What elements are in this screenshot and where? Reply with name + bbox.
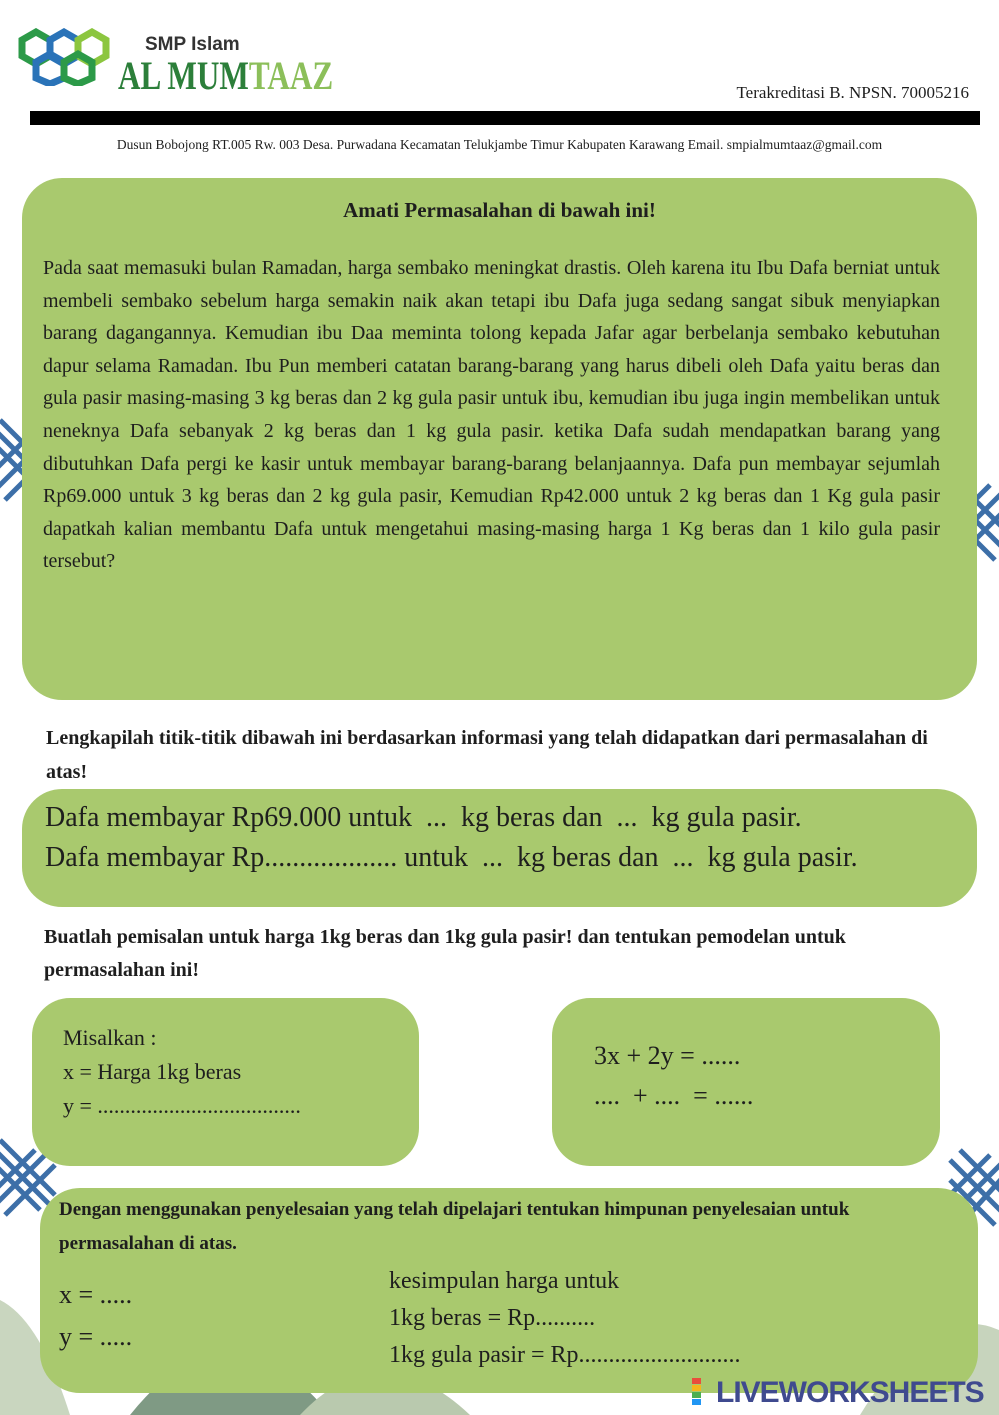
misalkan-label: Misalkan : — [63, 1025, 157, 1050]
school-name — [118, 52, 333, 99]
instruction-fill-blanks: Lengkapilah titik-titik dibawah ini berdasarkan informasi yang telah didapatkan dari permasalahan di atas! — [46, 727, 928, 783]
school-name-part1: AL MUM — [118, 53, 249, 98]
x-definition: x = Harga 1kg beras — [63, 1059, 242, 1084]
y-answer-blank[interactable]: y = ..... — [59, 1322, 133, 1351]
instruction-solution: Dengan menggunakan penyelesaian yang telah dipelajari tentukan himpunan penyelesaian untuk permasalahan di atas. — [59, 1199, 850, 1254]
problem-text: Pada saat memasuki bulan Ramadan, harga sembako meningkat drastis. Oleh karena itu Ibu Dafa berniat untuk membeli sembako sebelum harga semakin naik akan tetapi ibu Dafa juga sedang sangat sibuk menyiapkan barang dagangannya. Kemudian ibu Daa meminta tolong kepada Jafar agar berbelanja sembako kebutuhan dapur selama Ramadan. Ibu Pun memberi catatan barang-barang yang harus dibeli oleh Dafa yaitu beras dan gula pasir masing-masing 3 kg beras dan 2 kg gula pasir untuk ibu, kemudian ibu juga ingin membelikan untuk neneknya Dafa sebanyak 2 kg beras dan 1 kg gula pasir. ketika Dafa sudah mendapatkan barang yang dibutuhkan Dafa pergi ke kasir untuk membayar barang-barang belanjaannya. Dafa pun membayar sejumlah Rp69.000 untuk 3 kg beras dan 2 kg gula pasir, Kemudian Rp42.000 untuk 2 kg beras dan 1 Kg gula pasir dapatkah kalian membantu Dafa untuk mengetahui masing-masing harga 1 Kg beras dan 1 kilo gula pasir tersebut? — [43, 257, 940, 573]
accreditation-text: Terakreditasi B. NPSN. 70005216 — [736, 83, 969, 102]
school-prefix: SMP Islam — [145, 34, 240, 55]
liveworksheets-logo-icon — [692, 1378, 712, 1406]
conclusion-title: kesimpulan harga untuk — [389, 1268, 620, 1294]
variables-definitions — [63, 1021, 301, 1123]
gula-price-blank[interactable]: 1kg gula pasir = Rp........................... — [389, 1342, 741, 1368]
equations — [594, 1036, 753, 1116]
instruction-modeling: Buatlah pemisalan untuk harga 1kg beras dan 1kg gula pasir! dan tentukan pemodelan untuk permasalahan ini! — [44, 926, 846, 981]
x-answer-blank[interactable]: x = ..... — [59, 1280, 133, 1309]
beras-price-blank[interactable]: 1kg beras = Rp.......... — [389, 1305, 596, 1331]
fill-blank-line-2[interactable]: Dafa membayar Rp................... untuk ... kg beras dan ... kg gula pasir. — [45, 842, 858, 873]
school-logo-icon — [18, 28, 110, 86]
liveworksheets-brand: LIVEWORKSHEETS — [716, 1376, 984, 1409]
school-address: Dusun Bobojong RT.005 Rw. 003 Desa. Purwadana Kecamatan Telukjambe Timur Kabupaten Karawang Email. smpialmumtaaz@gmail.com — [116, 137, 883, 152]
problem-title: Amati Permasalahan di bawah ini! — [343, 198, 656, 222]
solution-values — [59, 1274, 132, 1358]
conclusion — [389, 1263, 741, 1374]
fill-blank-line-1[interactable]: Dafa membayar Rp69.000 untuk ... kg beras dan ... kg gula pasir. — [45, 802, 802, 833]
school-name-part2: TAAZ — [248, 53, 334, 98]
header-divider — [30, 111, 980, 125]
equation-1[interactable]: 3x + 2y = ...... — [594, 1041, 741, 1070]
equation-2[interactable]: .... + .... = ...... — [594, 1081, 754, 1110]
y-definition-blank[interactable]: y = ..................................... — [63, 1093, 301, 1118]
